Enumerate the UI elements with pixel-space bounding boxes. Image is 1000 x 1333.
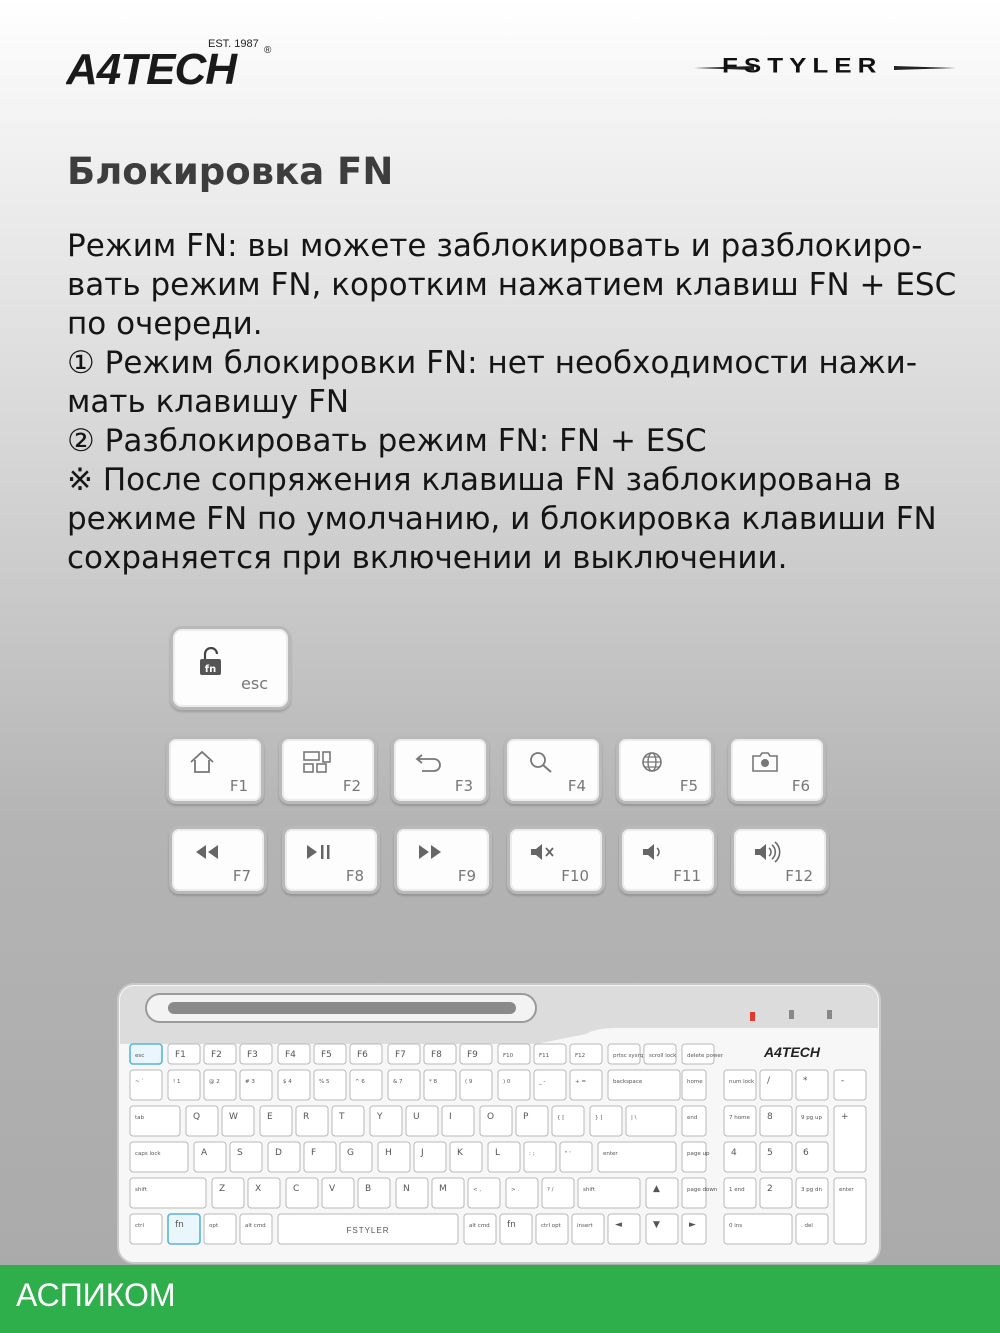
keyboard-key — [378, 1142, 410, 1172]
keyboard-key-label: L — [495, 1148, 501, 1158]
keyboard-key — [204, 1070, 236, 1100]
keyboard-key-label: ► — [689, 1220, 696, 1230]
keyboard-key — [286, 1178, 318, 1208]
keyboard-key-label: F10 — [503, 1053, 514, 1059]
svg-text:®: ® — [264, 45, 272, 56]
keyboard-key — [222, 1106, 254, 1136]
keyboard-key-label: opt — [209, 1223, 219, 1229]
keyboard-key — [130, 1070, 162, 1100]
keyboard-key — [304, 1142, 336, 1172]
keyboard-key-label: Z — [219, 1184, 226, 1194]
keyboard-key — [626, 1106, 676, 1136]
volume-up-icon — [752, 839, 786, 865]
keyboard-key — [598, 1142, 676, 1172]
f3-label: F3 — [454, 777, 473, 795]
keyboard-key-label: 4 — [731, 1148, 737, 1158]
keyboard-key — [268, 1142, 300, 1172]
keyboard-key-label: O — [487, 1112, 495, 1122]
keyboard-key-label: - — [841, 1076, 845, 1086]
search-icon — [525, 749, 559, 775]
a4tech-logo — [66, 36, 276, 88]
keyboard-key — [240, 1214, 272, 1244]
f7-label: F7 — [232, 867, 251, 885]
keyboard-key — [646, 1178, 678, 1208]
keyboard-key-label: A — [201, 1148, 208, 1158]
keyboard-key — [796, 1142, 828, 1172]
keyboard-key — [524, 1142, 556, 1172]
multi-window-icon — [300, 749, 334, 775]
keyboard-key — [388, 1070, 420, 1100]
keyboard-key-label: M — [439, 1184, 447, 1194]
f4-label: F4 — [567, 777, 586, 795]
keyboard-key-label: F11 — [539, 1053, 550, 1059]
f1-label: F1 — [229, 777, 248, 795]
keyboard-key-label: ( 9 — [465, 1079, 473, 1085]
keyboard-key — [560, 1142, 592, 1172]
keyboard-key-label: 1 end — [729, 1187, 745, 1193]
keyboard-key-label: fn — [507, 1220, 516, 1230]
mute-icon — [528, 839, 562, 865]
keyboard-key — [278, 1070, 310, 1100]
footer-text: АСПИКОМ — [16, 1277, 176, 1313]
keyboard-key-label: insert — [577, 1223, 593, 1229]
keyboard-key-label: ctrl opt — [541, 1223, 561, 1229]
keyboard-key-label: fn — [175, 1220, 184, 1230]
keyboard-key-label: X — [255, 1184, 262, 1194]
keyboard-key-label: ▼ — [653, 1220, 660, 1230]
f8-key — [282, 826, 380, 894]
keyboard-key-label: 6 — [803, 1148, 809, 1158]
keyboard-key-label: S — [237, 1148, 243, 1158]
keyboard-key-label: : ; — [529, 1151, 535, 1157]
f7-key — [169, 826, 267, 894]
keyboard-key-label: enter — [839, 1187, 854, 1193]
keyboard-key — [130, 1178, 206, 1208]
keyboard-key — [682, 1142, 706, 1172]
keyboard-key-label: 3 pg dn — [801, 1187, 822, 1193]
keyboard-key — [186, 1106, 218, 1136]
keyboard-key-label: F7 — [395, 1050, 406, 1060]
keyboard-key — [760, 1106, 792, 1136]
keyboard-key-label: ~ ` — [135, 1079, 145, 1085]
keyboard-key-label: home — [687, 1079, 703, 1085]
keyboard-key-label: { [ — [557, 1115, 565, 1121]
keyboard-key-label: esc — [135, 1053, 145, 1059]
keyboard-key-label: ◄ — [615, 1220, 622, 1230]
keyboard-key — [480, 1106, 512, 1136]
keyboard-key — [450, 1142, 482, 1172]
next-track-icon — [415, 839, 449, 865]
f1-key — [166, 736, 264, 804]
keyboard-key-label: | \ — [631, 1115, 637, 1121]
keyboard-key — [646, 1214, 678, 1244]
f4-key — [504, 736, 602, 804]
fstyler-logo — [694, 55, 956, 81]
keyboard-key-label: 7 home — [729, 1115, 750, 1121]
globe-icon — [637, 749, 671, 775]
keyboard-key-label: " ' — [565, 1151, 571, 1157]
keyboard-key-label: Q — [193, 1112, 201, 1122]
keyboard-key — [248, 1178, 280, 1208]
keyboard-key — [796, 1070, 828, 1100]
keyboard-key-label: J — [421, 1148, 424, 1158]
keyboard-key — [534, 1070, 566, 1100]
keyboard-key-label: G — [347, 1148, 354, 1158]
keyboard-key — [460, 1070, 492, 1100]
keyboard-key-label: enter — [603, 1151, 618, 1157]
f3-key — [391, 736, 489, 804]
keyboard-key-label: F3 — [247, 1050, 258, 1060]
keyboard-key — [464, 1214, 496, 1244]
keyboard-key-label: F5 — [321, 1050, 332, 1060]
keyboard-key — [796, 1178, 828, 1208]
keyboard-key-label: ) 0 — [503, 1079, 511, 1085]
keyboard-key-label: scroll lock — [649, 1053, 677, 1059]
keyboard-key-label: V — [329, 1184, 336, 1194]
description-line: ※ После сопряжения клавиша FN заблокирована в — [67, 462, 902, 498]
keyboard-key-label: shift — [135, 1187, 147, 1193]
keyboard-key-label: 5 — [767, 1148, 773, 1158]
keyboard-key-label: ! 1 — [173, 1079, 181, 1085]
keyboard-key-label: shift — [583, 1187, 595, 1193]
keyboard-key — [724, 1106, 756, 1136]
keyboard-key-label: num lock — [729, 1079, 755, 1085]
keyboard-key — [542, 1178, 574, 1208]
keyboard-key — [424, 1070, 456, 1100]
keyboard-key-label: U — [413, 1112, 420, 1122]
keyboard-illustration — [116, 982, 882, 1265]
keyboard-key-label: 8 — [767, 1112, 773, 1122]
svg-text:fn: fn — [204, 664, 217, 675]
keyboard-key-label: F9 — [467, 1050, 478, 1060]
keyboard-key-label: + = — [575, 1079, 586, 1085]
keyboard-key-label: 2 — [767, 1184, 773, 1194]
svg-text:A4TECH: A4TECH — [66, 45, 237, 88]
keyboard-key — [572, 1214, 604, 1244]
keyboard-key — [260, 1106, 292, 1136]
keyboard-key-label: P — [523, 1112, 529, 1122]
keyboard-key — [570, 1070, 602, 1100]
keyboard-key — [608, 1070, 680, 1100]
keyboard-key-label: . del — [801, 1223, 813, 1229]
keyboard-key-label: B — [365, 1184, 372, 1194]
keyboard-key-label: & 7 — [393, 1079, 403, 1085]
keyboard-key-label: ? / — [547, 1187, 554, 1193]
f10-label: F10 — [561, 867, 589, 885]
keyboard-key — [168, 1214, 200, 1244]
keyboard-key — [834, 1070, 866, 1100]
keyboard-key-label: * — [803, 1076, 808, 1086]
keyboard-key-label: H — [385, 1148, 392, 1158]
keyboard-key — [578, 1178, 640, 1208]
description-line: сохраняется при включении и выключении. — [67, 540, 788, 576]
keyboard-key-label: # 3 — [245, 1079, 255, 1085]
keyboard-key — [370, 1106, 402, 1136]
keyboard-key — [414, 1142, 446, 1172]
f11-label: F11 — [673, 867, 701, 885]
keyboard-key-label: E — [267, 1112, 273, 1122]
keyboard-key-label: < , — [473, 1187, 482, 1193]
keyboard-key-label: + — [841, 1112, 849, 1122]
keyboard-key-label: @ 2 — [209, 1079, 220, 1085]
keyboard-key — [760, 1142, 792, 1172]
f9-key — [394, 826, 492, 894]
keyboard-logo: A4TECH — [764, 1044, 821, 1060]
f11-key — [619, 826, 717, 894]
f6-key — [728, 736, 826, 804]
back-icon — [412, 749, 446, 775]
keyboard-key-label: caps lock — [135, 1151, 161, 1157]
keyboard-key — [536, 1214, 568, 1244]
keyboard-key — [682, 1106, 706, 1136]
keyboard-key — [194, 1142, 226, 1172]
keyboard-key — [314, 1070, 346, 1100]
esc-key — [170, 626, 291, 710]
keyboard-key — [442, 1106, 474, 1136]
keyboard-key — [608, 1214, 640, 1244]
f9-label: F9 — [457, 867, 476, 885]
keyboard-key — [682, 1070, 706, 1100]
keyboard-key-label: 9 pg up — [801, 1115, 822, 1121]
keyboard-key-label: F1 — [175, 1050, 186, 1060]
keyboard-key — [168, 1070, 200, 1100]
keyboard-key — [488, 1142, 520, 1172]
keyboard-key-label: _ - — [539, 1079, 546, 1085]
f12-key — [731, 826, 829, 894]
svg-text:FSTYLER: FSTYLER — [722, 55, 883, 78]
keyboard-key — [724, 1214, 792, 1244]
keyboard-key — [516, 1106, 548, 1136]
keyboard-key-label: alt cmd — [245, 1223, 266, 1229]
keyboard-key-label: C — [293, 1184, 300, 1194]
description — [67, 227, 957, 578]
keyboard-key-label: ^ 6 — [355, 1079, 365, 1085]
keyboard-key — [130, 1106, 180, 1136]
keyboard-key-label: F8 — [431, 1050, 442, 1060]
keyboard-key-label: prtsc sysrq — [613, 1053, 644, 1059]
keyboard-key — [796, 1214, 828, 1244]
keyboard-key — [506, 1178, 538, 1208]
screenshot-icon — [749, 749, 783, 775]
keyboard-key — [834, 1106, 866, 1172]
esc-key-label: esc — [241, 674, 268, 693]
keyboard-key — [500, 1214, 532, 1244]
description-line: вать режим FN, коротким нажатием клавиш FN + ESC — [67, 267, 957, 303]
footer-bar — [0, 1265, 1000, 1333]
keyboard-key — [296, 1106, 328, 1136]
keyboard-key-label: alt cmd — [469, 1223, 490, 1229]
description-line: режиме FN по умолчанию, и блокировка клавиши FN — [67, 501, 937, 537]
description-line: мать клавишу FN — [67, 384, 350, 420]
keyboard-key — [212, 1178, 244, 1208]
keyboard-key-label: > . — [511, 1187, 520, 1193]
keyboard-key — [340, 1142, 372, 1172]
keyboard-key-label: I — [449, 1112, 452, 1122]
f2-label: F2 — [342, 777, 361, 795]
keyboard-key-label: F4 — [285, 1050, 296, 1060]
keyboard-key-label: $ 4 — [283, 1079, 292, 1085]
keyboard-key-label: % 5 — [319, 1079, 330, 1085]
keyboard-key — [498, 1070, 530, 1100]
keyboard-key — [468, 1178, 500, 1208]
keyboard-key-label: T — [339, 1112, 345, 1122]
keyboard-key — [590, 1106, 622, 1136]
keyboard-key — [760, 1070, 792, 1100]
keyboard-key — [130, 1142, 188, 1172]
keyboard-key-label: page down — [687, 1187, 718, 1193]
f6-label: F6 — [791, 777, 810, 795]
keyboard-key-label: F6 — [357, 1050, 368, 1060]
keyboard-key-label: D — [275, 1148, 282, 1158]
keyboard-key — [240, 1070, 272, 1100]
keyboard-key — [350, 1070, 382, 1100]
keyboard-key-label: tab — [135, 1115, 145, 1121]
f5-key — [616, 736, 714, 804]
keyboard-key — [724, 1178, 756, 1208]
keyboard-key — [724, 1142, 756, 1172]
description-line: ② Разблокировать режим FN: FN + ESC — [67, 423, 707, 459]
keyboard-key — [682, 1178, 706, 1208]
keyboard-key-label: page up — [687, 1151, 710, 1157]
keyboard-key — [130, 1214, 162, 1244]
f8-label: F8 — [345, 867, 364, 885]
keyboard-key-label: end — [687, 1115, 698, 1121]
home-icon — [187, 749, 221, 775]
description-line: Режим FN: вы можете заблокировать и разблокиро- — [67, 228, 923, 264]
keyboard-spacebar-logo: FSTYLER — [346, 1226, 390, 1235]
keyboard-key — [760, 1178, 792, 1208]
keyboard-key — [396, 1178, 428, 1208]
keyboard-key-label: } ] — [595, 1115, 603, 1121]
keyboard-key-label: * 8 — [429, 1079, 437, 1085]
page-title: Блокировка FN — [67, 150, 394, 193]
description-line: по очереди. — [67, 306, 263, 342]
keyboard-key-label: F — [311, 1148, 317, 1158]
keyboard-key-label: K — [457, 1148, 463, 1158]
keyboard-key — [358, 1178, 390, 1208]
keyboard-key-label: backspace — [613, 1079, 643, 1085]
keyboard-key-label: / — [767, 1076, 771, 1086]
keyboard-key — [332, 1106, 364, 1136]
volume-down-icon — [640, 839, 674, 865]
previous-track-icon — [190, 839, 224, 865]
keyboard-key-label: delete power — [687, 1053, 724, 1059]
keyboard-key — [724, 1070, 756, 1100]
f2-key — [279, 736, 377, 804]
description-line: ① Режим блокировки FN: нет необходимости нажи- — [67, 345, 918, 381]
keyboard-key — [406, 1106, 438, 1136]
play-pause-icon — [303, 839, 337, 865]
f5-label: F5 — [679, 777, 698, 795]
keyboard-key-label: F12 — [575, 1053, 586, 1059]
keyboard-key — [432, 1178, 464, 1208]
keyboard-key-label: R — [303, 1112, 310, 1122]
f10-key — [507, 826, 605, 894]
keyboard-key — [322, 1178, 354, 1208]
keyboard-key-label: N — [403, 1184, 410, 1194]
keyboard-key-label: ▲ — [653, 1184, 660, 1194]
keyboard-key-label: Y — [377, 1112, 383, 1122]
keyboard-key — [796, 1106, 828, 1136]
keyboard-key-label: W — [229, 1112, 238, 1122]
keyboard-key — [204, 1214, 236, 1244]
svg-text:EST. 1987: EST. 1987 — [208, 38, 259, 50]
keyboard-key-label: F2 — [211, 1050, 222, 1060]
fn-lock-icon — [197, 647, 225, 677]
keyboard-key — [230, 1142, 262, 1172]
keyboard-key-label: ctrl — [135, 1223, 144, 1229]
f12-label: F12 — [785, 867, 813, 885]
keyboard-key-label: 0 ins — [729, 1223, 743, 1229]
keyboard-key — [552, 1106, 584, 1136]
